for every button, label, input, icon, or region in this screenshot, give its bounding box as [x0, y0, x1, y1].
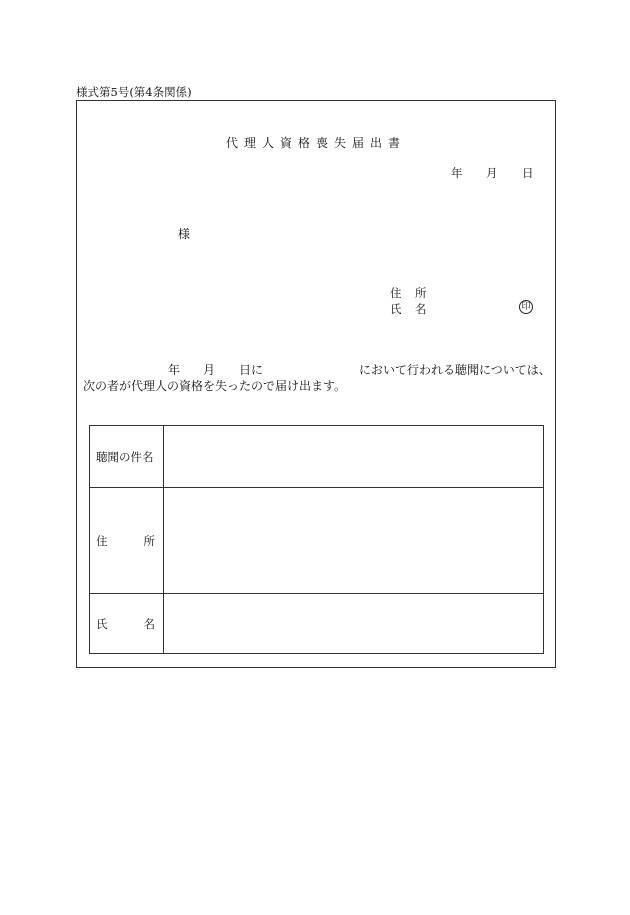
- sender-address-label-1: 住: [390, 286, 402, 300]
- table-label-text: 所: [143, 533, 155, 548]
- table-label-text: 名: [143, 616, 155, 631]
- date-year-label: 年: [451, 166, 463, 180]
- table-value-address[interactable]: [164, 488, 543, 593]
- table-label-address: [90, 488, 164, 593]
- sender-name-label-1: 氏: [390, 302, 402, 316]
- body-line2: 次の者が代理人の資格を失ったので届け出ます。: [83, 379, 347, 393]
- addressee-suffix: 様: [178, 227, 191, 241]
- table-row-name: [90, 593, 543, 653]
- table-row-address: [90, 487, 543, 593]
- body-day: 日に: [239, 363, 264, 377]
- seal-mark: 印: [519, 300, 533, 314]
- form-frame: [76, 100, 556, 668]
- table-label-case-name: [90, 426, 164, 487]
- sender-address-label-2: 所: [415, 286, 427, 300]
- date-month-label: 月: [486, 166, 498, 180]
- form-number-label: 様式第5号(第4条関係): [76, 85, 192, 99]
- table-row-case-name: [90, 426, 543, 487]
- table-value-name[interactable]: [164, 594, 543, 653]
- body-month: 月: [203, 363, 216, 377]
- table-label-text: 聴聞の件名: [96, 449, 154, 464]
- info-table: [89, 425, 544, 654]
- sender-name-label-2: 名: [415, 302, 427, 316]
- table-label-text: 住: [96, 533, 108, 548]
- table-label-text: 氏: [96, 616, 108, 631]
- table-value-case-name[interactable]: [164, 426, 543, 487]
- date-day-label: 日: [522, 166, 534, 180]
- body-year: 年: [168, 363, 181, 377]
- table-label-name: [90, 594, 164, 653]
- body-line1-rest: において行われる聴聞については、: [359, 363, 551, 377]
- document-title: 代理人資格喪失届出書: [225, 136, 406, 150]
